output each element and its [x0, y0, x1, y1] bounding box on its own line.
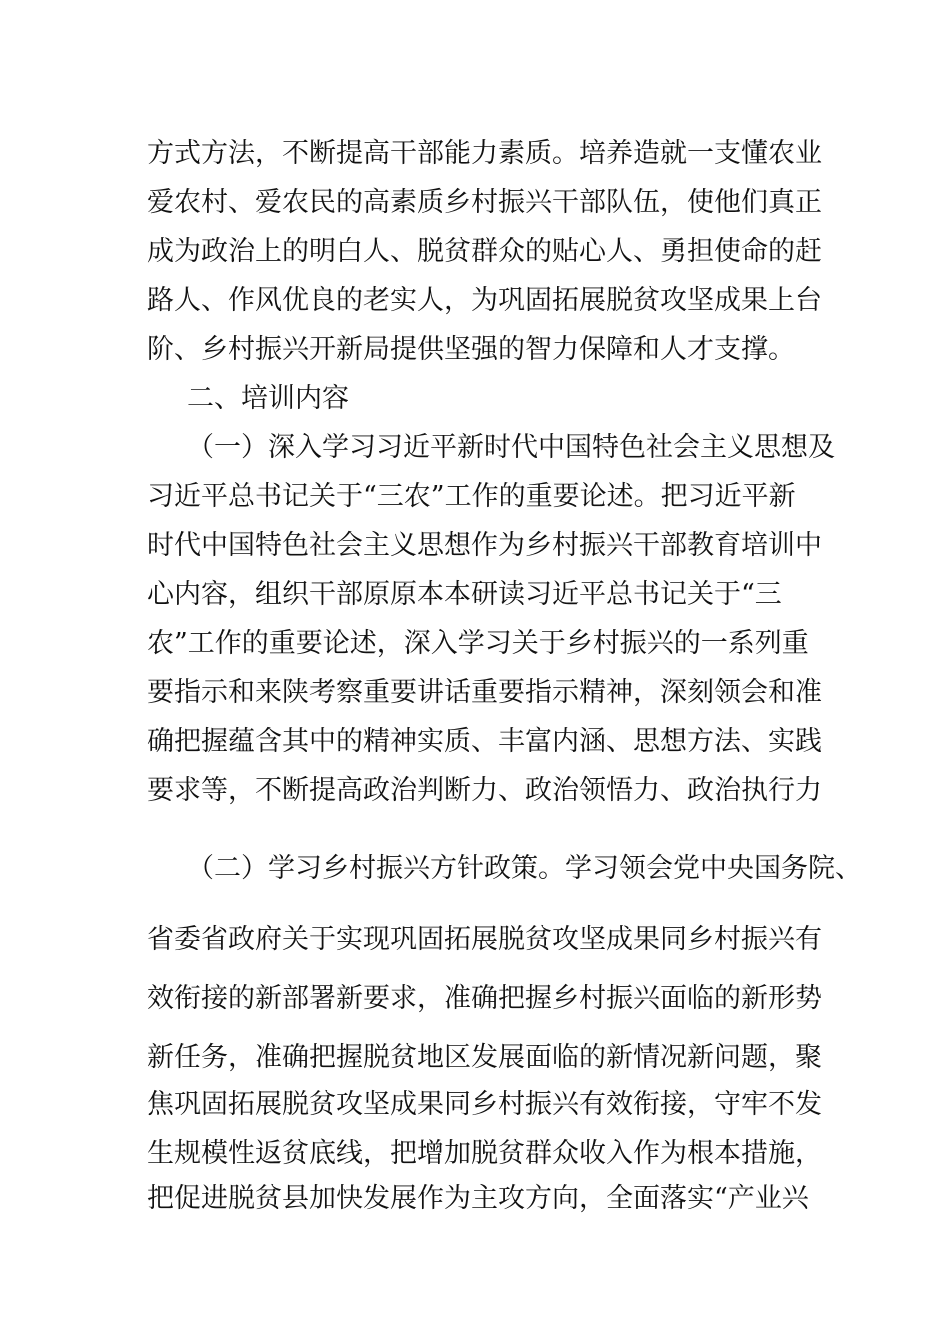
body-text-line: 心内容，组织干部原原本本研读习近平总书记关于“三 — [147, 579, 782, 610]
body-text-line: 习近平总书记关于“三农”工作的重要论述。把习近平新 — [147, 481, 796, 512]
body-text-line: 成为政治上的明白人、脱贫群众的贴心人、勇担使命的赶 — [147, 236, 822, 267]
body-text-line: （一）深入学习习近平新时代中国特色社会主义思想及 — [187, 432, 835, 463]
body-text-line: 方式方法，不断提高干部能力素质。培养造就一支懂农业 — [147, 138, 822, 169]
body-text-line: 农”工作的重要论述，深入学习关于乡村振兴的一系列重 — [147, 628, 809, 659]
body-text-line: 把促进脱贫县加快发展作为主攻方向，全面落实“产业兴 — [147, 1183, 809, 1214]
body-text-line: （二）学习乡村振兴方针政策。学习领会党中央国务院、 — [187, 853, 862, 884]
body-text-line: 确把握蕴含其中的精神实质、丰富内涵、思想方法、实践 — [147, 726, 822, 757]
body-text-line: 焦巩固拓展脱贫攻坚成果同乡村振兴有效衔接，守牢不发 — [147, 1089, 822, 1120]
body-text-line: 要求等，不断提高政治判断力、政治领悟力、政治执行力 — [147, 775, 822, 806]
body-text-line: 路人、作风优良的老实人，为巩固拓展脱贫攻坚成果上台 — [147, 285, 822, 316]
body-text-line: 效衔接的新部署新要求，准确把握乡村振兴面临的新形势 — [147, 983, 822, 1014]
body-text-line: 省委省政府关于实现巩固拓展脱贫攻坚成果同乡村振兴有 — [147, 924, 822, 955]
body-text-line: 阶、乡村振兴开新局提供坚强的智力保障和人才支撑。 — [147, 334, 795, 365]
body-text-line: 要指示和来陕考察重要讲话重要指示精神，深刻领会和准 — [147, 677, 822, 708]
body-text-line: 生规模性返贫底线，把增加脱贫群众收入作为根本措施， — [147, 1138, 822, 1169]
body-text-line: 爱农村、爱农民的高素质乡村振兴干部队伍，使他们真正 — [147, 187, 822, 218]
section-heading: 二、培训内容 — [187, 383, 349, 414]
body-text-line: 时代中国特色社会主义思想作为乡村振兴干部教育培训中 — [147, 530, 822, 561]
body-text-line: 新任务，准确把握脱贫地区发展面临的新情况新问题，聚 — [147, 1042, 822, 1073]
